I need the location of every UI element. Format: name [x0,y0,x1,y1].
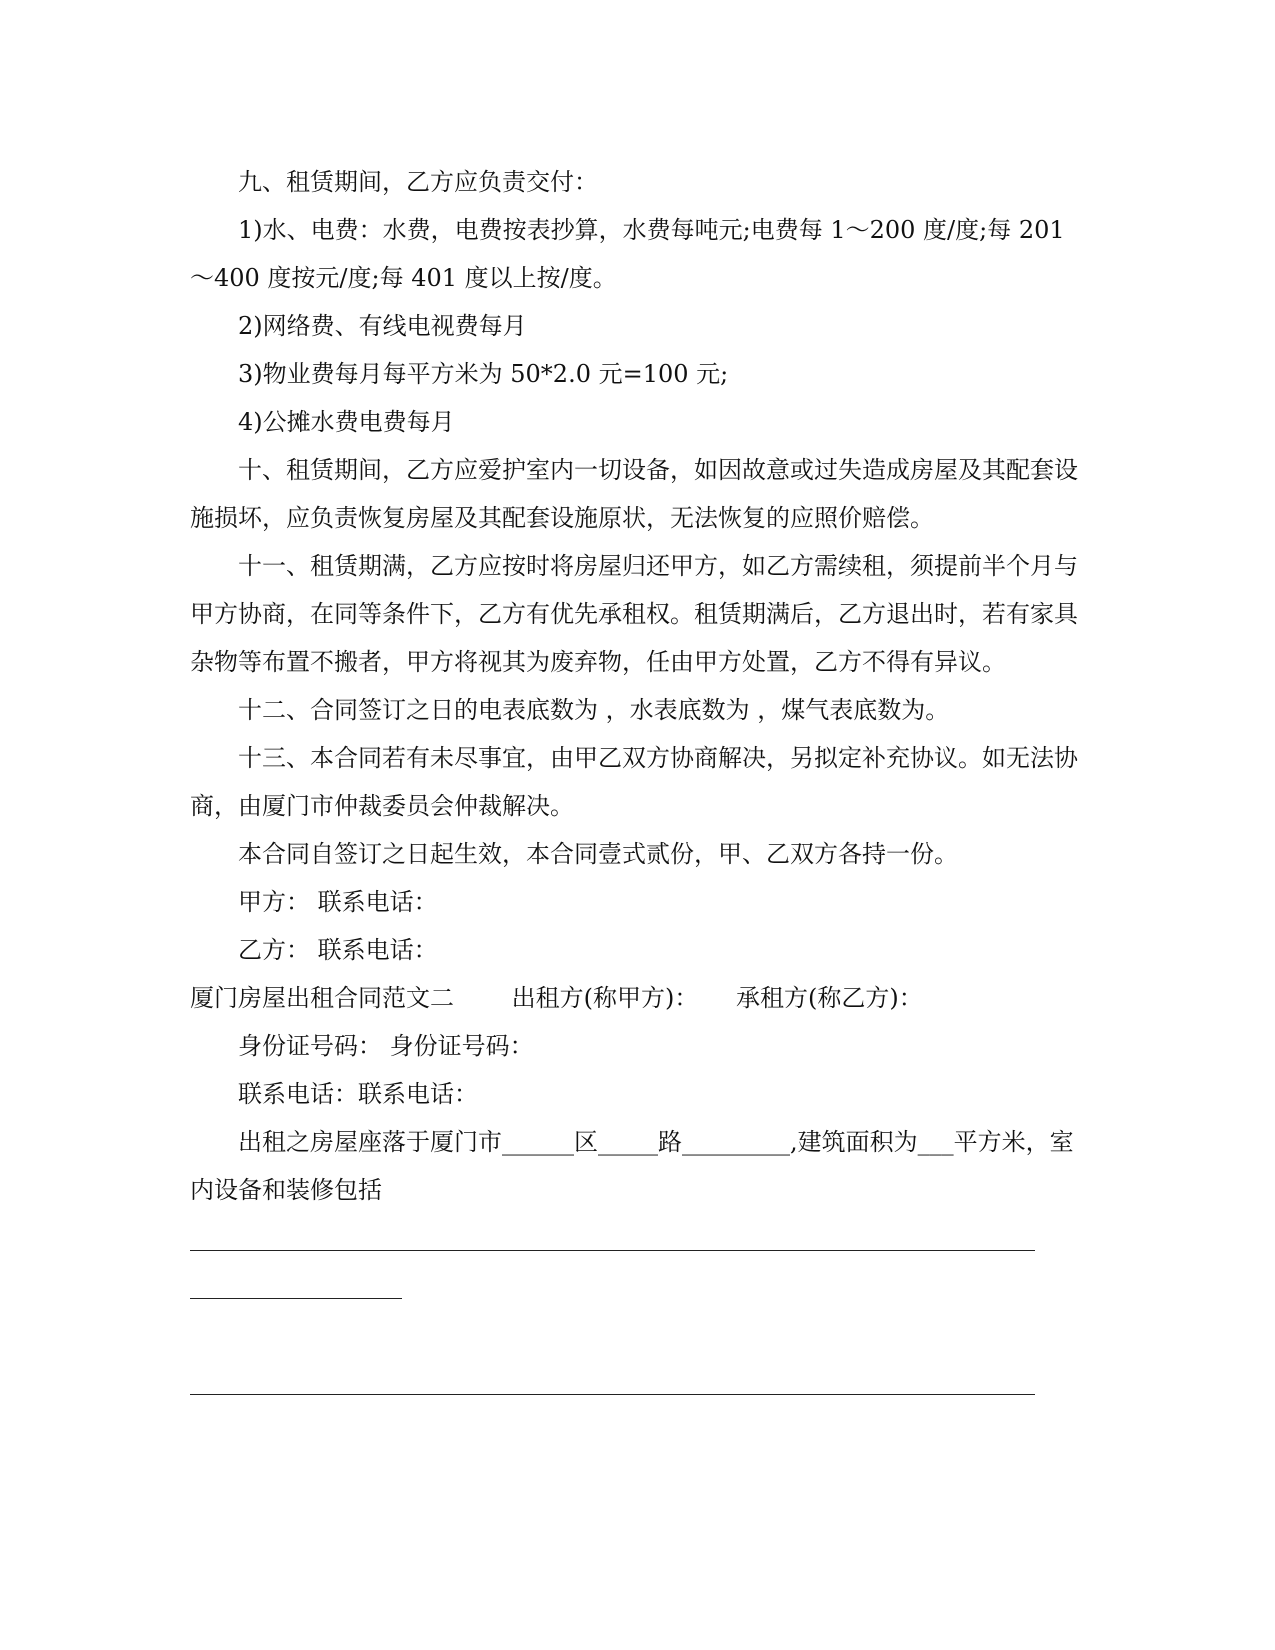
clause-12: 十二、合同签订之日的电表底数为 ，水表底数为 ，煤气表底数为。 [238,696,950,724]
document-body [190,158,1080,1406]
effective-clause: 本合同自签订之日起生效，本合同壹式贰份，甲、乙双方各持一份。 [238,840,958,868]
clause-11: 十一、租赁期满，乙方应按时将房屋归还甲方，如乙方需续租，须提前半个月与甲方协商，在同等条件下，乙方有优先承租权。租赁期满后，乙方退出时，若有家具杂物等布置不搬者，甲方将视其为废弃物，任由甲方处置，乙方不得有异议。 [190,552,1078,676]
clause-13: 十三、本合同若有未尽事宜，由甲乙双方协商解决，另拟定补充协议。如无法协商，由厦门市仲裁委员会仲裁解决。 [190,744,1078,820]
clause-9: 九、租赁期间，乙方应负责交付： [238,168,598,196]
property-location-clause: 出租之房屋座落于厦门市______区_____路_________,建筑面积为___平方米，室内设备和装修包括 [190,1128,1074,1204]
id-number-line: 身份证号码： 身份证号码： [238,1032,534,1060]
fill-in-rule-full [190,1250,1035,1251]
clause-9-item-2: 2)网络费、有线电视费每月 [238,312,527,340]
clause-10: 十、租赁期间，乙方应爱护室内一切设备，如因故意或过失造成房屋及其配套设 施损坏，应负责恢复房屋及其配套设施原状，无法恢复的应照价赔偿。 [190,456,1078,532]
second-contract-header-row [190,974,1080,1022]
lessor-label: 出租方(称甲方)： [511,984,699,1012]
clause-9-item-1: 1)水、电费：水费，电费按表抄算，水费每吨元;电费每 1～200 度/度;每 201～400 度按元/度;每 401 度以上按/度。 [190,216,1065,292]
fill-in-line-1 [190,1214,1080,1262]
fill-in-line-2 [190,1262,1080,1310]
fill-in-rule-short [190,1298,402,1299]
fill-in-line-3 [190,1358,1080,1406]
phone-line: 联系电话：联系电话： [238,1080,478,1108]
blank-spacer [190,1310,1080,1358]
fill-in-rule-full-2 [190,1394,1035,1395]
clause-9-item-3: 3)物业费每月每平方米为 50*2.0 元=100 元; [238,360,729,388]
clause-9-item-4: 4)公摊水费电费每月 [238,408,455,436]
second-contract-title: 厦门房屋出租合同范文二 [190,984,454,1012]
party-a-signature-line: 甲方： 联系电话： [238,888,438,916]
lessee-label: 承租方(称乙方)： [736,984,923,1012]
party-b-signature-line: 乙方： 联系电话： [238,936,438,964]
